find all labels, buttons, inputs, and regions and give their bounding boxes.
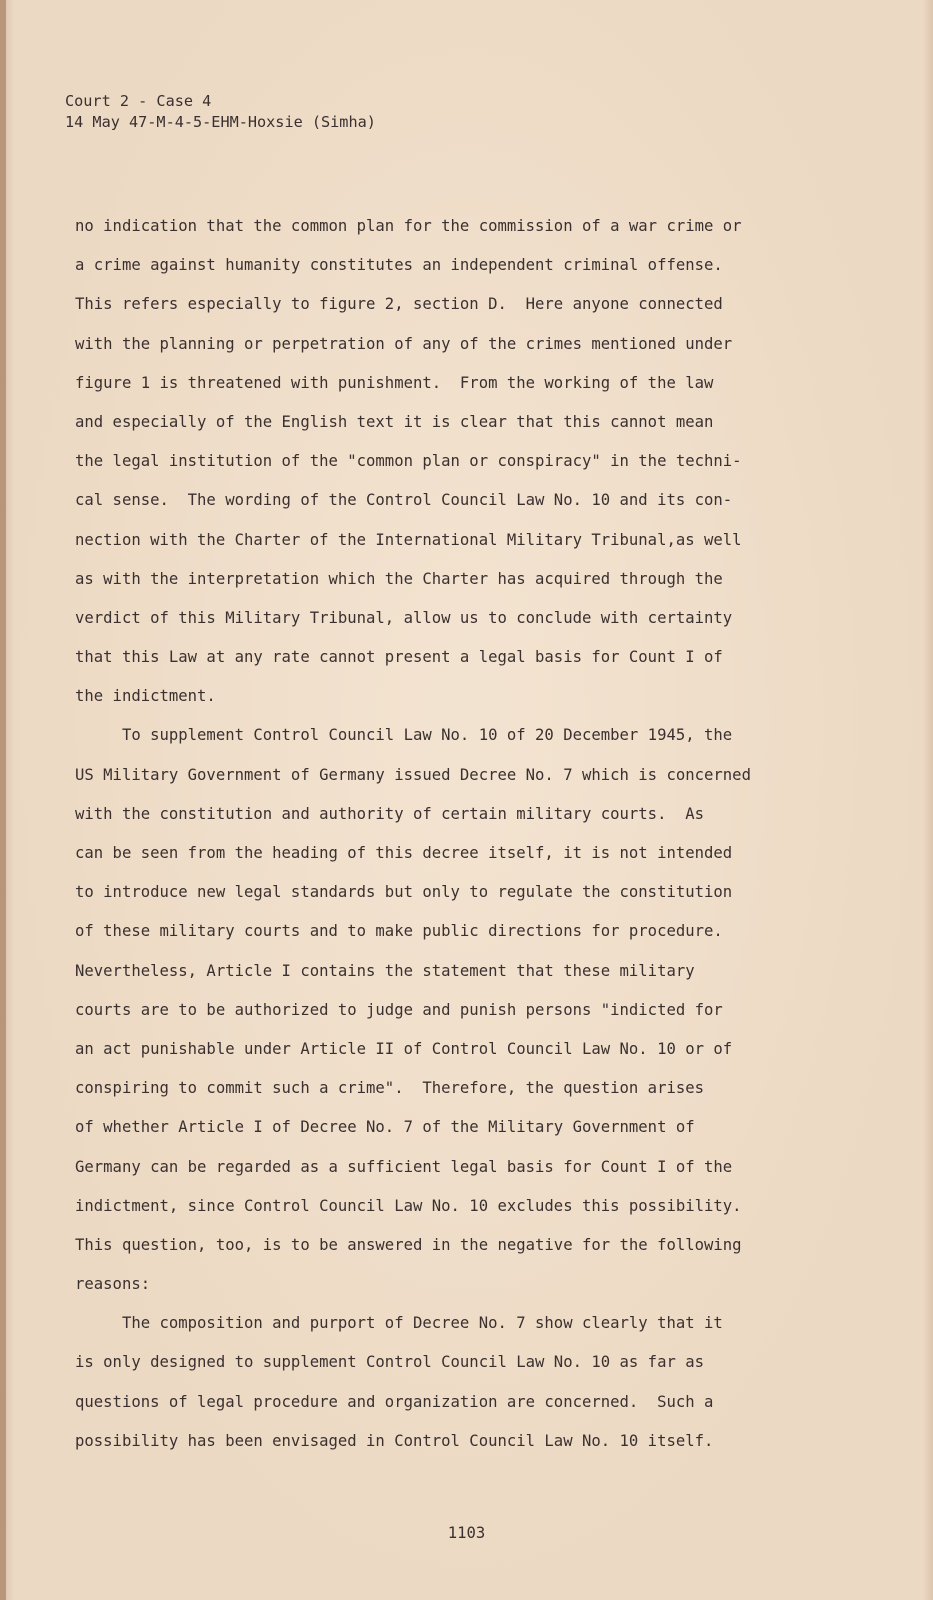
text-line: nection with the Charter of the International Military Tribunal,as well xyxy=(75,530,742,549)
text-line: the indictment. xyxy=(75,687,216,706)
text-line: an act punishable under Article II of Control Council Law No. 10 or of xyxy=(75,1039,733,1058)
text-line: can be seen from the heading of this decree itself, it is not intended xyxy=(75,844,733,862)
text-line: the legal institution of the "common plan or conspiracy" in the techni- xyxy=(75,452,742,471)
text-line: Nevertheless, Article I contains the statement that these military xyxy=(75,961,695,980)
text-line: To supplement Control Council Law No. 10 of 20 December 1945, the xyxy=(75,726,733,745)
text-line: figure 1 is threatened with punishment. From the working of the law xyxy=(75,373,714,392)
header-date-reference: 14 May 47-M-4-5-EHM-Hoxsie (Simha) xyxy=(65,113,376,131)
text-line: This refers especially to figure 2, section D. Here anyone connected xyxy=(75,295,723,314)
text-line: possibility has been envisaged in Control Council Law No. 10 itself. xyxy=(75,1431,714,1450)
text-line: verdict of this Military Tribunal, allow us to conclude with certainty xyxy=(75,608,733,627)
text-line: with the planning or perpetration of any of the crimes mentioned under xyxy=(75,334,733,353)
text-line: conspiring to commit such a crime". Therefore, the question arises xyxy=(75,1079,705,1098)
text-line: cal sense. The wording of the Control Council Law No. 10 and its con- xyxy=(75,491,733,510)
text-line: US Military Government of Germany issued Decree No. 7 which is concerned xyxy=(75,765,751,784)
text-line: This question, too, is to be answered in the negative for the following xyxy=(75,1235,742,1254)
text-line: courts are to be authorized to judge and punish persons "indicted for xyxy=(75,1000,723,1019)
text-line: with the constitution and authority of certain military courts. As xyxy=(75,804,705,823)
text-line: and especially of the English text it is clear that this cannot mean xyxy=(75,412,714,431)
text-line: that this Law at any rate cannot present a legal basis for Count I of xyxy=(75,648,723,667)
text-line: as with the interpretation which the Charter has acquired through the xyxy=(75,569,723,588)
text-line: reasons: xyxy=(75,1275,151,1294)
text-line: indictment, since Control Council Law No. 10 excludes this possibility. xyxy=(75,1196,742,1215)
page-edge xyxy=(0,0,6,1600)
page-number: 1103 xyxy=(447,1524,486,1542)
text-line: Germany can be regarded as a sufficient legal basis for Count I of the xyxy=(75,1157,733,1176)
header-court-case: Court 2 - Case 4 xyxy=(65,92,212,110)
text-line: to introduce new legal standards but only to regulate the constitution xyxy=(75,883,733,902)
text-line: questions of legal procedure and organization are concerned. Such a xyxy=(75,1392,714,1411)
text-line: is only designed to supplement Control Council Law No. 10 as far as xyxy=(75,1353,705,1372)
text-line: of these military courts and to make public directions for procedure. xyxy=(75,922,723,941)
text-line: The composition and purport of Decree No. 7 show clearly that it xyxy=(75,1314,723,1333)
text-line: no indication that the common plan for the commission of a war crime or xyxy=(75,217,742,235)
case-header xyxy=(65,91,376,133)
text-line: of whether Article I of Decree No. 7 of the Military Government of xyxy=(75,1118,695,1137)
body-text xyxy=(75,207,855,1461)
text-line: a crime against humanity constitutes an independent criminal offense. xyxy=(75,256,723,275)
